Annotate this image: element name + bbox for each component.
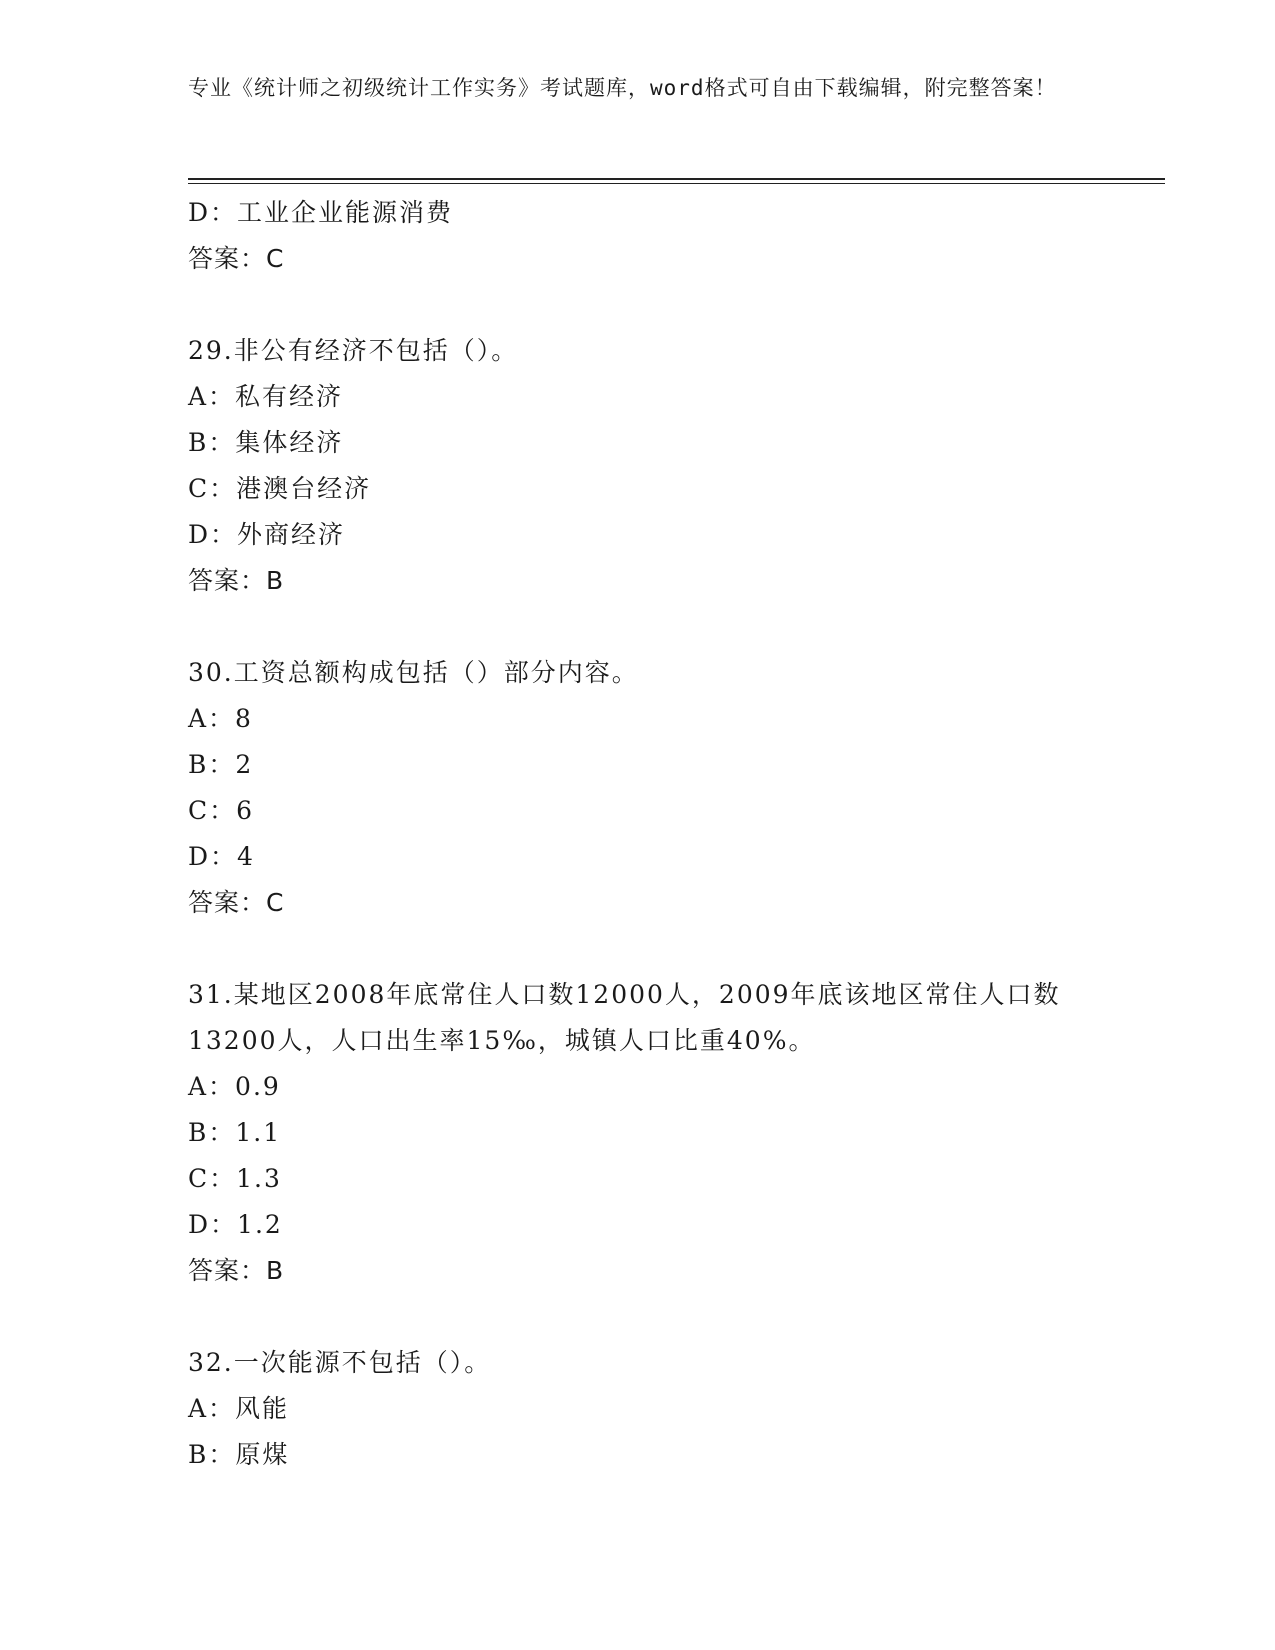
spacer bbox=[188, 1294, 1088, 1340]
q31-option-a: A：0.9 bbox=[188, 1072, 281, 1101]
q30-option-c: C：6 bbox=[188, 796, 255, 825]
q30-answer: 答案：C bbox=[188, 888, 285, 917]
spacer bbox=[188, 282, 1088, 328]
q31-answer: 答案：B bbox=[188, 1256, 285, 1285]
prev-option-d: D：工业企业能源消费 bbox=[188, 198, 454, 227]
q31-option-c: C：1.3 bbox=[188, 1164, 282, 1193]
q30-option-a: A：8 bbox=[188, 704, 253, 733]
header-rule-thick bbox=[188, 178, 1165, 180]
header-rule-thin bbox=[188, 183, 1165, 184]
question-list bbox=[188, 190, 1088, 1478]
q31-option-d: D：1.2 bbox=[188, 1210, 283, 1239]
spacer bbox=[188, 604, 1088, 650]
prev-answer: 答案：C bbox=[188, 244, 285, 273]
spacer bbox=[188, 926, 1088, 972]
q30-option-b: B：2 bbox=[188, 750, 254, 779]
q32-option-b: B：原煤 bbox=[188, 1440, 290, 1469]
question-31: 31.某地区2008年底常住人口数12000人，2009年底该地区常住人口数13200人，人口出生率15‰，城镇人口比重40%。 bbox=[188, 980, 1061, 1055]
q29-option-d: D：外商经济 bbox=[188, 520, 346, 549]
q29-option-c: C：港澳台经济 bbox=[188, 474, 372, 503]
question-30: 30.工资总额构成包括（）部分内容。 bbox=[188, 658, 639, 687]
q29-answer: 答案：B bbox=[188, 566, 285, 595]
q32-option-a: A：风能 bbox=[188, 1394, 290, 1423]
question-32: 32.一次能源不包括（）。 bbox=[188, 1348, 492, 1377]
document-header: 专业《统计师之初级统计工作实务》考试题库，word格式可自由下载编辑，附完整答案！ bbox=[188, 76, 1057, 100]
q29-option-b: B：集体经济 bbox=[188, 428, 344, 457]
q31-option-b: B：1.1 bbox=[188, 1118, 282, 1147]
question-29: 29.非公有经济不包括（）。 bbox=[188, 336, 519, 365]
q29-option-a: A：私有经济 bbox=[188, 382, 344, 411]
q30-option-d: D：4 bbox=[188, 842, 255, 871]
